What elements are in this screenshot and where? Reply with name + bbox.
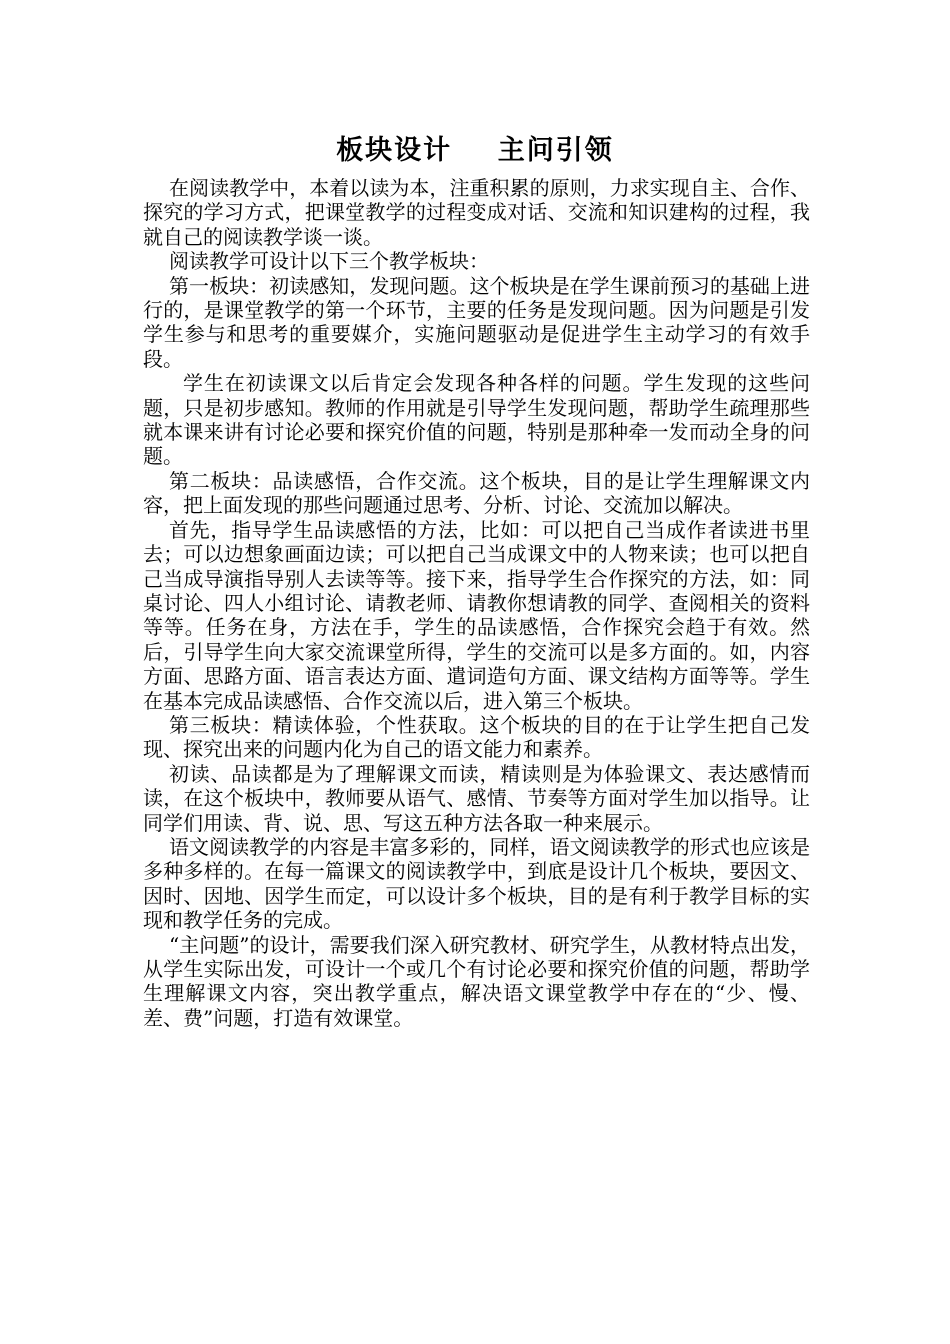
paragraph-block-one-detail: 学生在初读课文以后肯定会发现各种各样的问题。学生发现的这些问题，只是初步感知。教师的作用就是引导学生发现问题，帮助学生疏理那些就本课来讲有讨论必要和探究价值的问题，特别是那种牵一发而动全身的问题。 xyxy=(143,371,810,469)
paragraph-block-two-detail: 首先，指导学生品读感悟的方法，比如：可以把自己当成作者读进书里去；可以边想象画面边读；可以把自己当成课文中的人物来读；也可以把自己当成导演指导别人去读等等。接下来，指导学生合作探究的方法，如：同桌讨论、四人小组讨论、请教老师、请教你想请教的同学、查阅相关的资料等等。任务在身，方法在手，学生的品读感悟，合作探究会趋于有效。然后，引导学生向大家交流课堂所得，学生的交流可以是多方面的。如，内容方面、思路方面、语言表达方面、遣词造句方面、课文结构方面等等。学生在基本完成品读感悟、合作交流以后，进入第三个板块。 xyxy=(143,517,810,713)
paragraph-intro: 在阅读教学中，本着以读为本，注重积累的原则，力求实现自主、合作、探究的学习方式，把课堂教学的过程变成对话、交流和知识建构的过程，我就自己的阅读教学谈一谈。 xyxy=(143,176,810,249)
document-body xyxy=(143,176,810,1030)
paragraph-block-one: 第一板块：初读感知，发现问题。这个板块是在学生课前预习的基础上进行的，是课堂教学的第一个环节，主要的任务是发现问题。因为问题是引发学生参与和思考的重要媒介，实施问题驱动是促进学生主动学习的有效手段。 xyxy=(143,273,810,371)
document-title: 板块设计 主问引领 xyxy=(336,135,614,166)
paragraph-overview: 阅读教学可设计以下三个教学板块： xyxy=(169,249,489,274)
paragraph-conclusion: “主问题”的设计，需要我们深入研究教材、研究学生，从教材特点出发，从学生实际出发，可设计一个或几个有讨论必要和探究价值的问题，帮助学生理解课文内容，突出教学重点，解决语文课堂教学中存在的“少、慢、差、费”问题，打造有效课堂。 xyxy=(143,932,810,1030)
paragraph-block-two: 第二板块：品读感悟，合作交流。这个板块，目的是让学生理解课文内容，把上面发现的那些问题通过思考、分析、讨论、交流加以解决。 xyxy=(143,468,810,518)
paragraph-block-three-detail: 初读、品读都是为了理解课文而读，精读则是为体验课文、表达感情而读，在这个板块中，教师要从语气、感情、节奏等方面对学生加以指导。让同学们用读、背、说、思、写这五种方法各取一种来展示。 xyxy=(143,761,810,835)
paragraph-summary: 语文阅读教学的内容是丰富多彩的，同样，语文阅读教学的形式也应该是多种多样的。在每一篇课文的阅读教学中，到底是设计几个板块，要因文、因时、因地、因学生而定，可以设计多个板块，目的是有利于教学目标的实现和教学任务的完成。 xyxy=(143,834,810,933)
paragraph-block-three: 第三板块：精读体验，个性获取。这个板块的目的在于让学生把自己发现、探究出来的问题内化为自己的语文能力和素养。 xyxy=(143,712,810,762)
